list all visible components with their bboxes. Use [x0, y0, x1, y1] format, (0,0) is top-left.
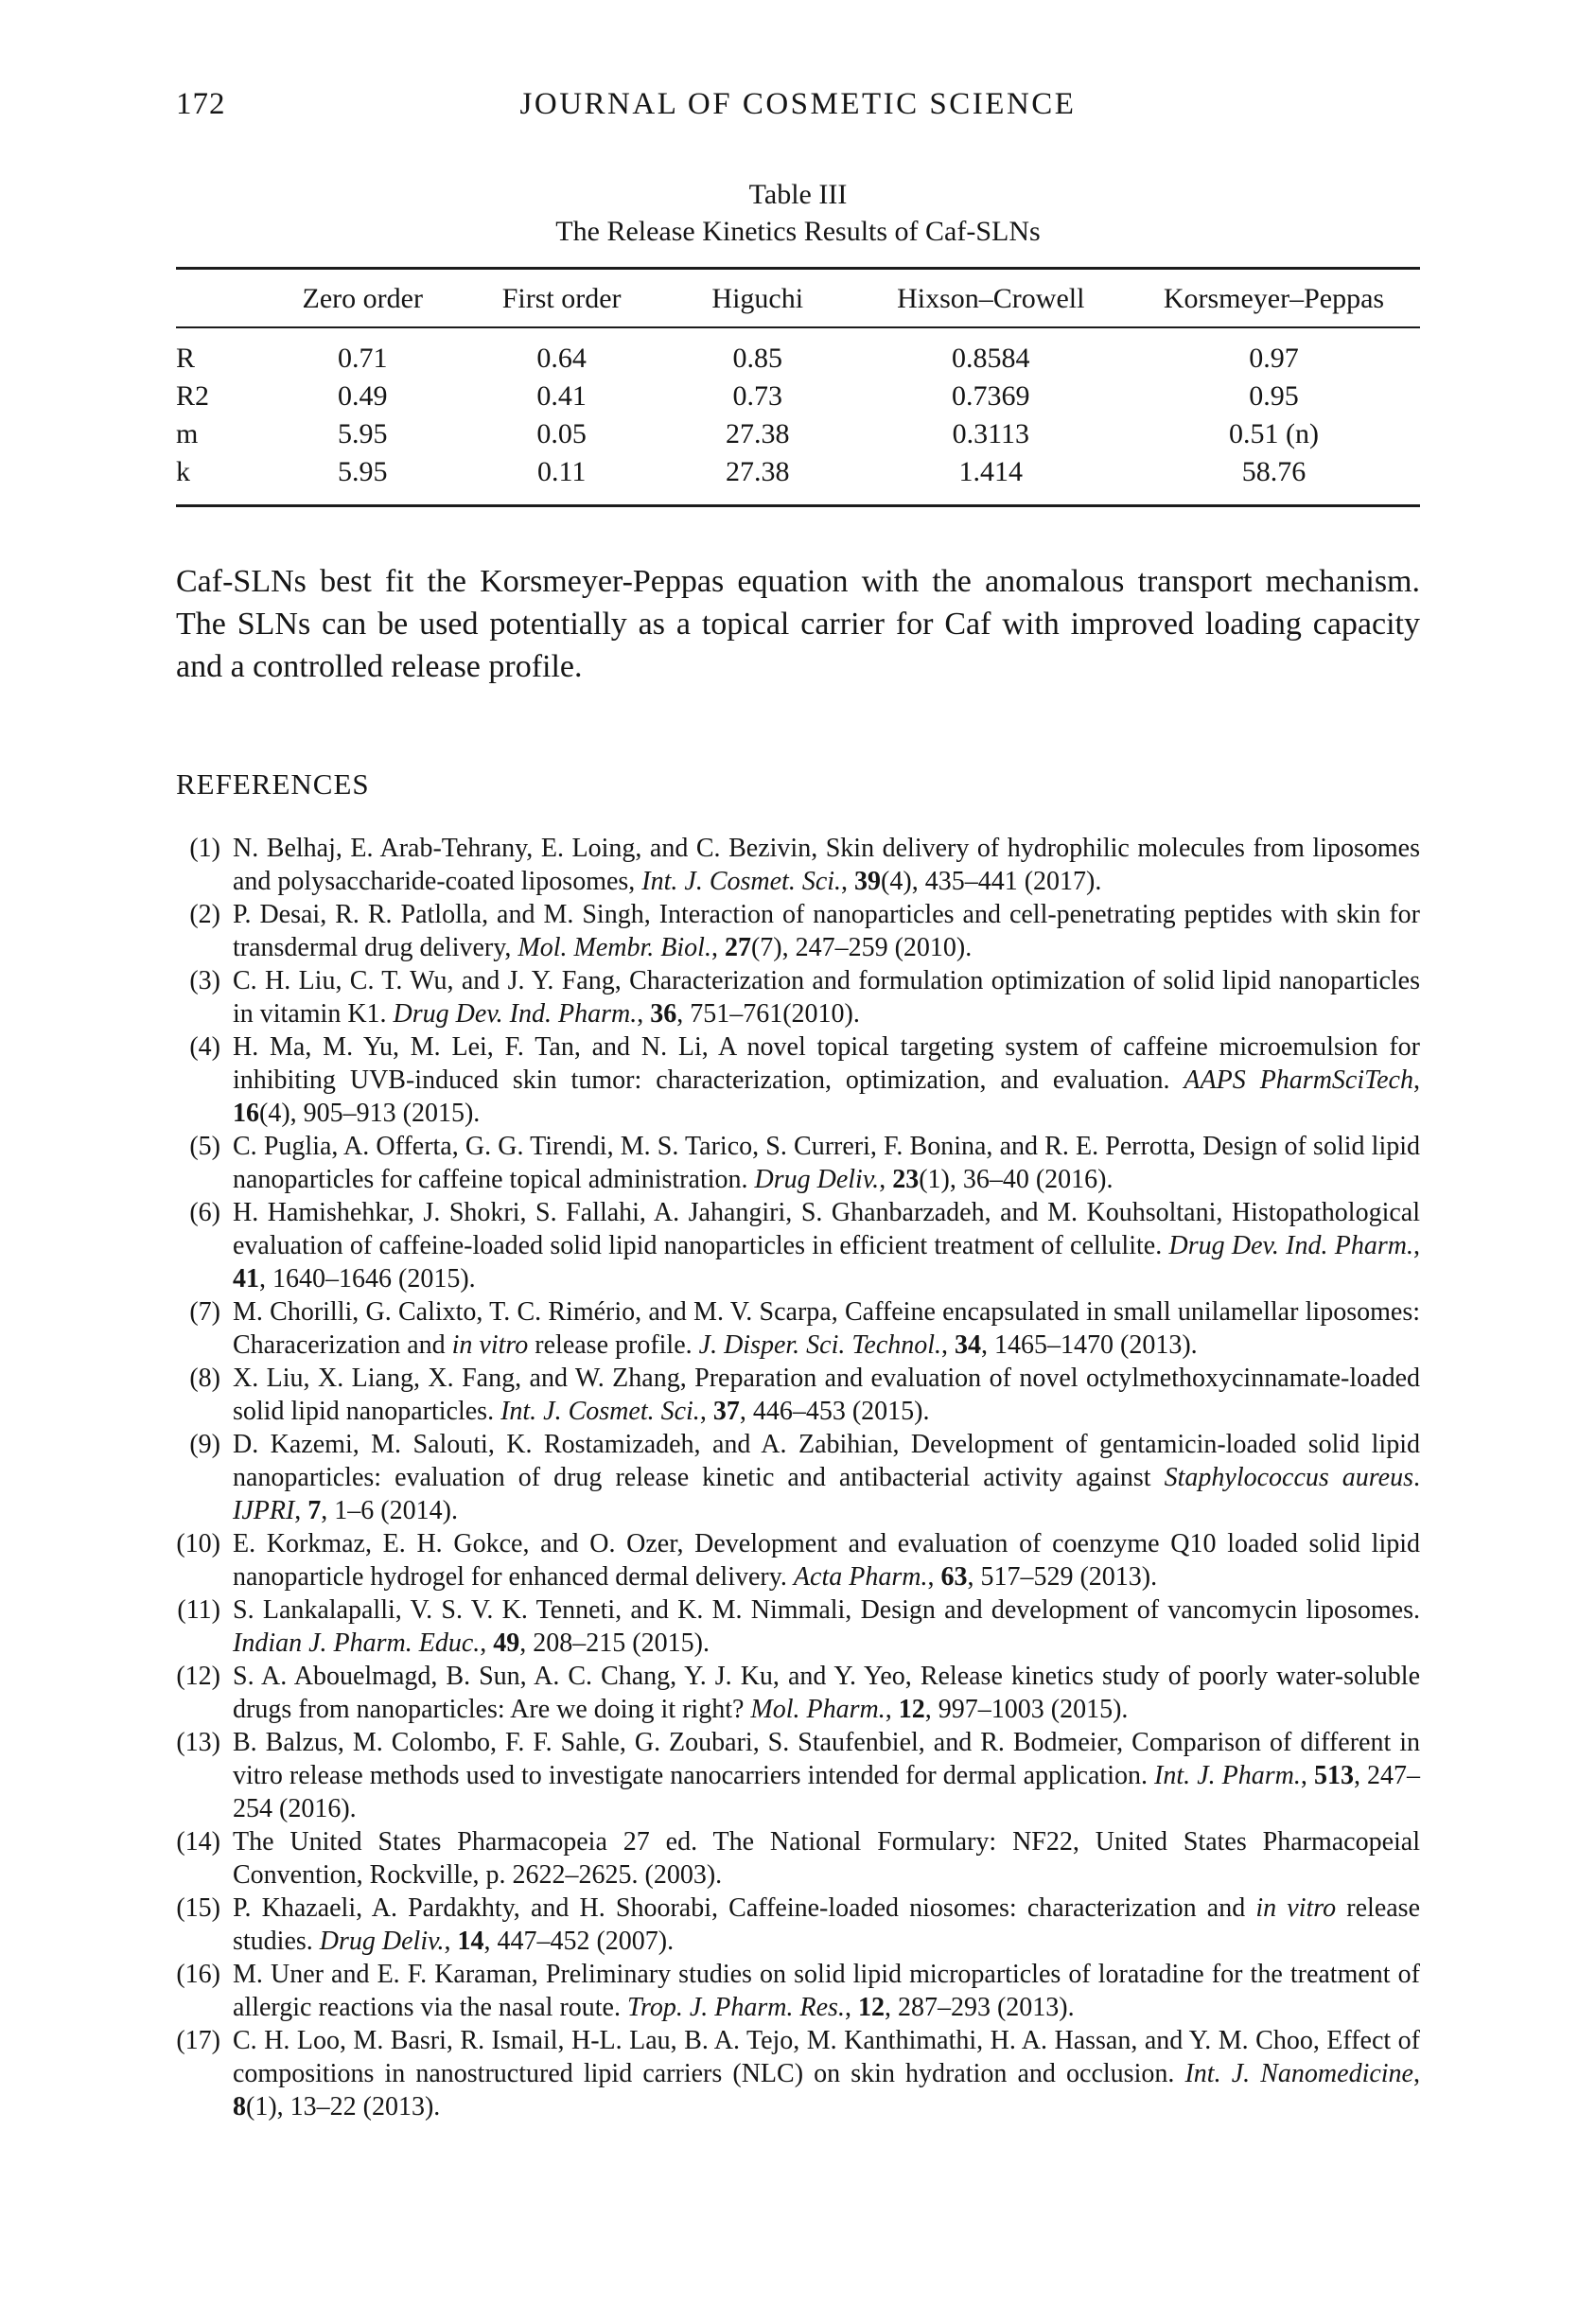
reference-item [176, 1958, 1420, 2024]
reference-item [176, 1825, 1420, 1892]
reference-text: H. Ma, M. Yu, M. Lei, F. Tan, and N. Li, A novel topical targeting system of caffeine microemulsion for inhibiting UVB-induced skin tumor: characterization, optimization, and evaluation. AAPS PharmSciTech, 16(4), 905–913 (2015). [233, 1032, 1420, 1128]
row-label: R [176, 343, 196, 374]
column-header: Higuchi [661, 269, 854, 328]
reference-text: C. H. Loo, M. Basri, R. Ismail, H-L. Lau, B. A. Tejo, M. Kanthimathi, H. A. Hassan, and Y. M. Choo, Effect of compositions in nanostructured lipid carriers (NLC) on skin hydration and occlusion. Int. J. Nanomedicine, 8(1), 13–22 (2013). [233, 2026, 1420, 2121]
reference-number: (1) [189, 834, 220, 863]
table-cell: 0.41 [536, 380, 587, 412]
kinetics-table-head [176, 269, 1420, 328]
reference-number: (7) [189, 1297, 220, 1327]
reference-text: The United States Pharmacopeia 27 ed. The National Formulary: NF22, United States Pharmacopeial Convention, Rockville, p. 2622–2625. (2003). [233, 1827, 1420, 1890]
references-list [176, 832, 1420, 2123]
table-cell: 0.8584 [952, 343, 1030, 374]
reference-item [176, 2024, 1420, 2123]
reference-number: (5) [189, 1132, 220, 1161]
table-section [176, 176, 1420, 507]
table-cell: 0.51 (n) [1228, 418, 1319, 449]
reference-text: M. Chorilli, G. Calixto, T. C. Rimério, and M. V. Scarpa, Caffeine encapsulated in small unilamellar liposomes: Characerization and in vitro release profile. J. Disper. Sci. Technol., 34, 1465–1470 (2013). [233, 1297, 1420, 1360]
reference-number: (17) [176, 2026, 220, 2055]
table-cell: 0.71 [337, 343, 388, 374]
reference-text: C. H. Liu, C. T. Wu, and J. Y. Fang, Characterization and formulation optimization of solid lipid nanoparticles in vitamin K1. Drug Dev. Ind. Pharm., 36, 751–761(2010). [233, 966, 1420, 1029]
reference-number: (14) [176, 1827, 220, 1857]
table-cell: 5.95 [337, 456, 388, 487]
reference-text: D. Kazemi, M. Salouti, K. Rostamizadeh, and A. Zabihian, Development of gentamicin-loaded solid lipid nanoparticles: evaluation of drug release kinetic and antibacterial activity against Staphylococcus aureus. IJPRI, 7, 1–6 (2014). [233, 1430, 1420, 1525]
column-header: Korsmeyer–Peppas [1128, 269, 1420, 328]
reference-item [176, 1196, 1420, 1295]
reference-item [176, 1527, 1420, 1593]
reference-number: (4) [189, 1032, 220, 1062]
journal-title: JOURNAL OF COSMETIC SCIENCE [519, 87, 1077, 121]
reference-text: X. Liu, X. Liang, X. Fang, and W. Zhang, Preparation and evaluation of novel octylmethoxycinnamate-loaded solid lipid nanoparticles. Int. J. Cosmet. Sci., 37, 446–453 (2015). [233, 1364, 1420, 1426]
table-cell: 27.38 [725, 418, 790, 449]
kinetics-table [176, 267, 1420, 507]
reference-number: (10) [176, 1529, 220, 1558]
reference-number: (13) [176, 1728, 220, 1757]
reference-item [176, 1892, 1420, 1958]
row-label: m [176, 418, 199, 449]
reference-text: S. A. Abouelmagd, B. Sun, A. C. Chang, Y. J. Ku, and Y. Yeo, Release kinetics study of poorly water-soluble drugs from nanoparticles: Are we doing it right? Mol. Pharm., 12, 997–1003 (2015). [233, 1662, 1420, 1724]
table-caption: Table III [748, 179, 848, 210]
reference-number: (3) [189, 966, 220, 995]
column-header: Zero order [263, 269, 462, 328]
body-paragraph: Caf-SLNs best fit the Korsmeyer-Peppas equation with the anomalous transport mechanism. The SLNs can be used potentially as a topical carrier for Caf with improved loading capacity and a controlled release profile. [176, 564, 1420, 684]
table-cell: 0.85 [732, 343, 782, 374]
reference-item [176, 1030, 1420, 1130]
table-cell: 0.97 [1249, 343, 1299, 374]
table-cell: 27.38 [725, 456, 790, 487]
table-row [176, 378, 1420, 415]
table-cell: 0.11 [536, 456, 587, 487]
table-cell: 0.49 [337, 380, 388, 412]
reference-text: H. Hamishehkar, J. Shokri, S. Fallahi, A. Jahangiri, S. Ghanbarzadeh, and M. Kouhsoltani, Histopathological evaluation of caffeine-loaded solid lipid nanoparticles in efficient treatment of cellulite. Drug Dev. Ind. Pharm., 41, 1640–1646 (2015). [233, 1198, 1420, 1294]
table-row [176, 453, 1420, 506]
reference-item [176, 1130, 1420, 1196]
reference-number: (12) [176, 1662, 220, 1691]
reference-text: B. Balzus, M. Colombo, F. F. Sahle, G. Zoubari, S. Staufenbiel, and R. Bodmeier, Comparison of different in vitro release methods used to investigate nanocarriers intended for dermal application. Int. J. Pharm., 513, 247–254 (2016). [233, 1728, 1421, 1823]
reference-item [176, 1295, 1420, 1362]
table-cell: 0.3113 [952, 418, 1029, 449]
table-header-row [176, 269, 1420, 328]
reference-item [176, 1362, 1420, 1428]
reference-text: E. Korkmaz, E. H. Gokce, and O. Ozer, Development and evaluation of coenzyme Q10 loaded solid lipid nanoparticle hydrogel for enhanced dermal delivery. Acta Pharm., 63, 517–529 (2013). [233, 1529, 1420, 1592]
reference-number: (9) [189, 1430, 220, 1459]
reference-item [176, 1428, 1420, 1527]
table-cell: 0.64 [536, 343, 587, 374]
reference-text: P. Khazaeli, A. Pardakhty, and H. Shoorabi, Caffeine-loaded niosomes: characterization and in vitro release studies. Drug Deliv., 14, 447–452 (2007). [233, 1893, 1421, 1956]
reference-text: P. Desai, R. R. Patlolla, and M. Singh, Interaction of nanoparticles and cell-penetrating peptides with skin for transdermal drug delivery, Mol. Membr. Biol., 27(7), 247–259 (2010). [233, 900, 1420, 962]
column-header: First order [462, 269, 660, 328]
reference-item [176, 964, 1420, 1030]
reference-text: S. Lankalapalli, V. S. V. K. Tenneti, and K. M. Nimmali, Design and development of vancomycin liposomes. Indian J. Pharm. Educ., 49, 208–215 (2015). [233, 1595, 1420, 1658]
reference-number: (15) [176, 1893, 220, 1923]
row-label: R2 [176, 380, 210, 412]
reference-number: (11) [177, 1595, 220, 1625]
row-label-column-header [176, 269, 263, 328]
reference-number: (6) [189, 1198, 220, 1227]
table-cell: 58.76 [1241, 456, 1307, 487]
reference-item [176, 1726, 1420, 1825]
reference-text: N. Belhaj, E. Arab-Tehrany, E. Loing, and C. Bezivin, Skin delivery of hydrophilic molecules from liposomes and polysaccharide-coated liposomes, Int. J. Cosmet. Sci., 39(4), 435–441 (2017). [233, 834, 1420, 896]
references-heading: REFERENCES [176, 767, 370, 801]
reference-text: C. Puglia, A. Offerta, G. G. Tirendi, M. S. Tarico, S. Curreri, F. Bonina, and R. E. Perrotta, Design of solid lipid nanoparticles for caffeine topical administration. Drug Deliv., 23(1), 36–40 (2016). [233, 1132, 1420, 1194]
reference-text: M. Uner and E. F. Karaman, Preliminary studies on solid lipid microparticles of loratadine for the treatment of allergic reactions via the nasal route. Trop. J. Pharm. Res., 12, 287–293 (2013). [233, 1960, 1420, 2022]
table-cell: 1.414 [958, 456, 1024, 487]
reference-item [176, 832, 1420, 898]
reference-item [176, 1660, 1420, 1726]
column-header: Hixson–Crowell [854, 269, 1128, 328]
table-subtitle: The Release Kinetics Results of Caf-SLNs [555, 216, 1041, 247]
row-label: k [176, 456, 190, 487]
table-cell: 0.7369 [952, 380, 1030, 412]
table-row [176, 415, 1420, 453]
reference-number: (2) [189, 900, 220, 929]
table-cell: 0.05 [536, 418, 587, 449]
reference-item [176, 898, 1420, 964]
page-header [176, 87, 1420, 129]
reference-number: (8) [189, 1364, 220, 1393]
reference-item [176, 1593, 1420, 1660]
table-cell: 5.95 [337, 418, 388, 449]
kinetics-table-body [176, 327, 1420, 506]
reference-number: (16) [176, 1960, 220, 1989]
table-row [176, 327, 1420, 378]
table-cell: 0.95 [1249, 380, 1299, 412]
table-cell: 0.73 [732, 380, 782, 412]
page-number: 172 [176, 87, 226, 121]
references-section [176, 767, 1420, 2123]
